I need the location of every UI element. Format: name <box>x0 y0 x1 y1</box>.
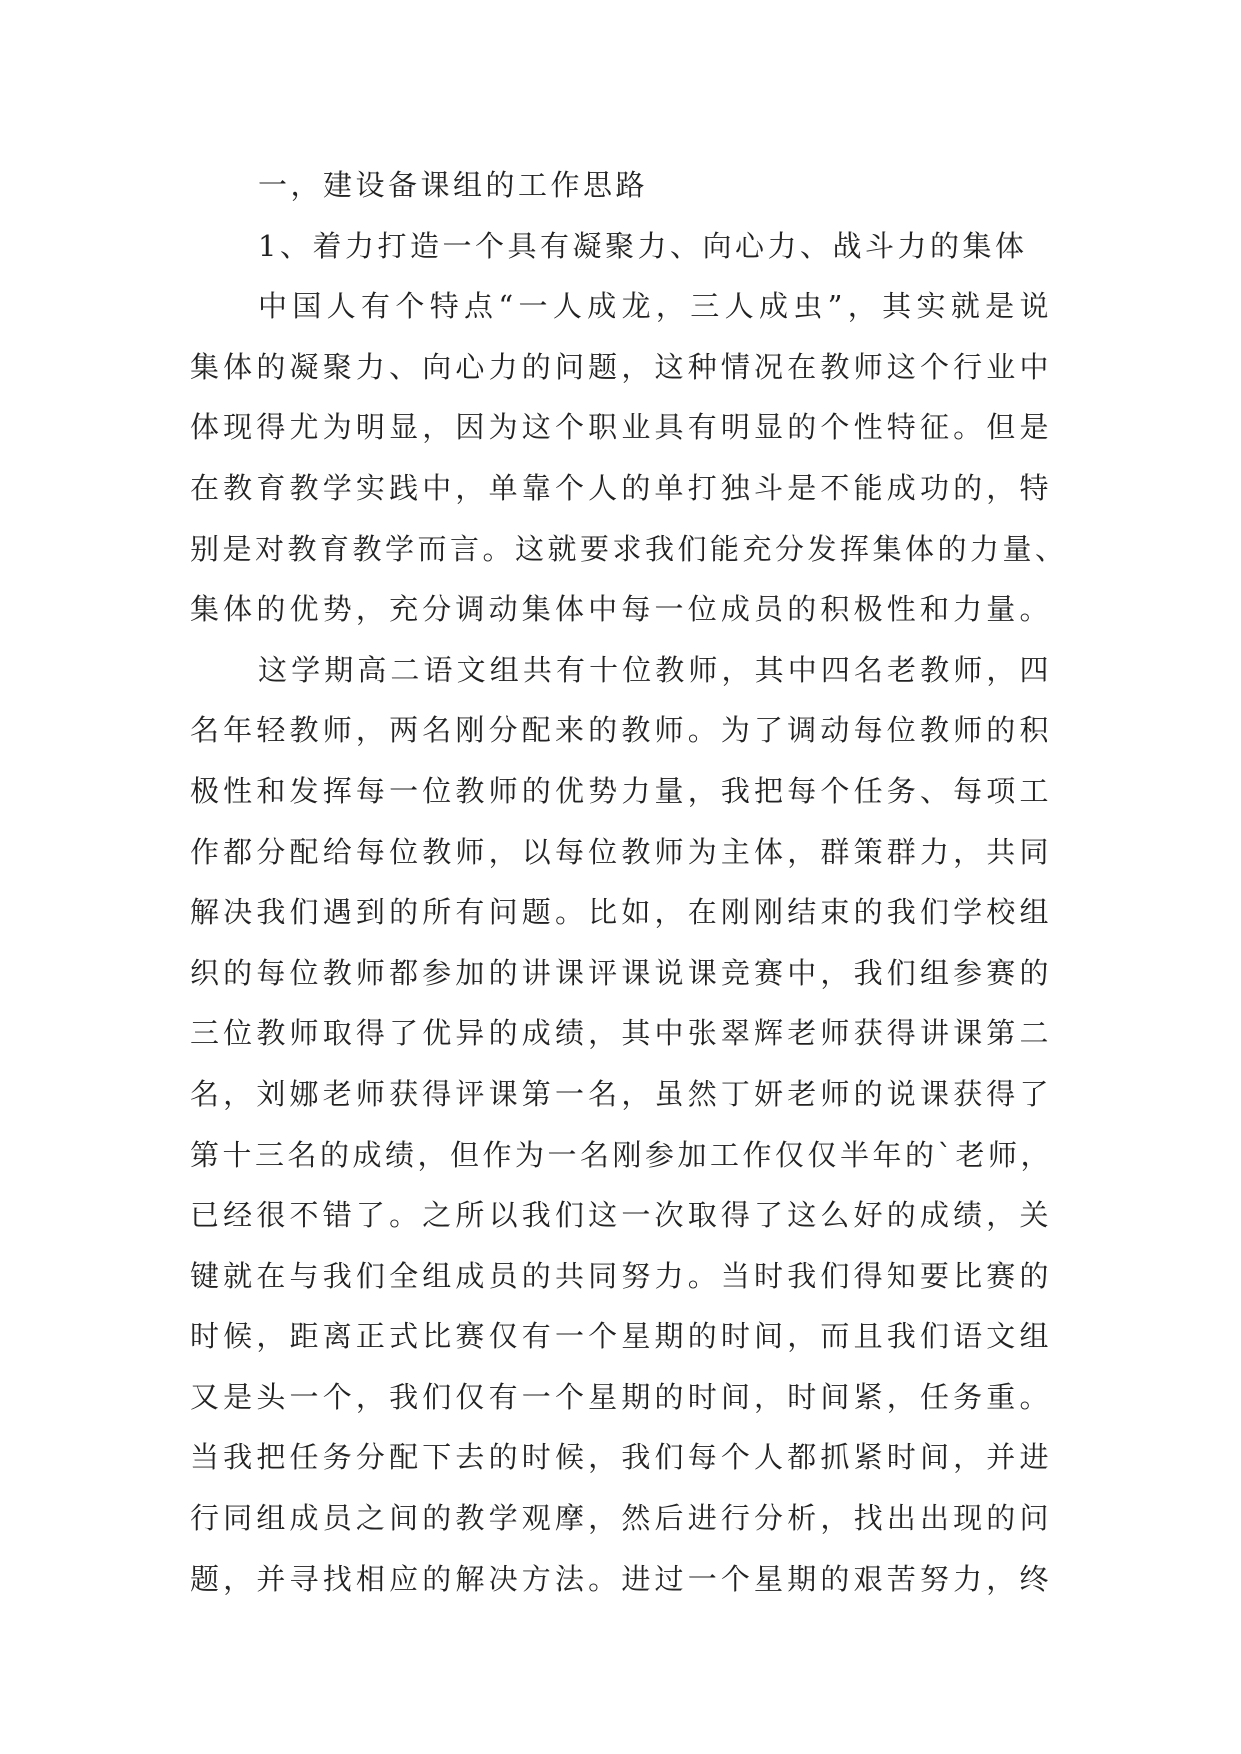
paragraph-line: 行同组成员之间的教学观摩，然后进行分析，找出出现的问 <box>190 1501 1052 1536</box>
subsection-heading: 1、着力打造一个具有凝聚力、向心力、战斗力的集体 <box>258 228 1028 263</box>
paragraph-line: 三位教师取得了优异的成绩，其中张翠辉老师获得讲课第二 <box>190 1016 1052 1051</box>
paragraph-line: 名年轻教师，两名刚分配来的教师。为了调动每位教师的积 <box>190 713 1052 748</box>
paragraph-line: 键就在与我们全组成员的共同努力。当时我们得知要比赛的 <box>190 1258 1052 1293</box>
paragraph-line: 作都分配给每位教师，以每位教师为主体，群策群力，共同 <box>190 834 1052 869</box>
paragraph-line: 名，刘娜老师获得评课第一名，虽然丁妍老师的说课获得了 <box>190 1076 1052 1111</box>
section-heading: 一，建设备课组的工作思路 <box>258 168 649 202</box>
paragraph-line: 别是对教育教学而言。这就要求我们能充分发挥集体的力量、 <box>190 531 1068 566</box>
paragraph-line: 在教育教学实践中，单靠个人的单打独斗是不能成功的，特 <box>190 470 1052 505</box>
paragraph-line: 中国人有个特点“一人成龙，三人成虫”，其实就是说 <box>258 289 1052 324</box>
paragraph-line: 当我把任务分配下去的时候，我们每个人都抓紧时间，并进 <box>190 1440 1052 1475</box>
paragraph-line: 解决我们遇到的所有问题。比如，在刚刚结束的我们学校组 <box>190 895 1052 930</box>
paragraph-line: 集体的优势，充分调动集体中每一位成员的积极性和力量。 <box>190 592 1052 627</box>
paragraph-line: 又是头一个，我们仅有一个星期的时间，时间紧，任务重。 <box>190 1379 1052 1414</box>
paragraph-line: 已经很不错了。之所以我们这一次取得了这么好的成绩，关 <box>190 1198 1052 1233</box>
paragraph-line: 极性和发挥每一位教师的优势力量，我把每个任务、每项工 <box>190 773 1052 808</box>
paragraph-line: 织的每位教师都参加的讲课评课说课竞赛中，我们组参赛的 <box>190 955 1052 990</box>
paragraph-line: 这学期高二语文组共有十位教师，其中四名老教师，四 <box>258 652 1052 687</box>
paragraph-line: 题，并寻找相应的解决方法。进过一个星期的艰苦努力，终 <box>190 1561 1052 1596</box>
paragraph-line: 时候，距离正式比赛仅有一个星期的时间，而且我们语文组 <box>190 1319 1052 1354</box>
paragraph-line: 第十三名的成绩，但作为一名刚参加工作仅仅半年的`老师， <box>190 1137 1054 1172</box>
paragraph-line: 集体的凝聚力、向心力的问题，这种情况在教师这个行业中 <box>190 349 1052 384</box>
paragraph-line: 体现得尤为明显，因为这个职业具有明显的个性特征。但是 <box>190 410 1052 445</box>
document-body <box>190 155 1068 1609</box>
